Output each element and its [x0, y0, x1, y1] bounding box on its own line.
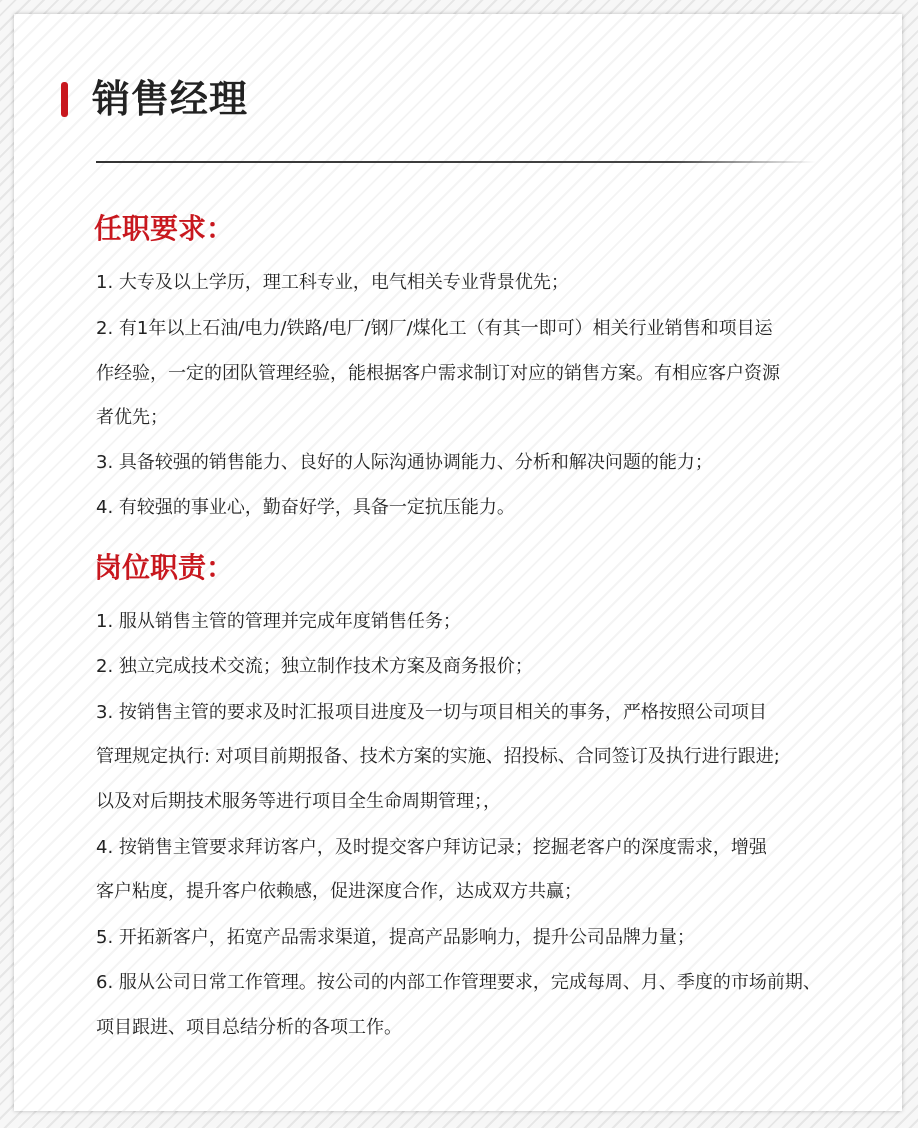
requirements-line: 1. 大专及以上学历，理工科专业，电气相关专业背景优先；	[96, 272, 569, 293]
duties-line: 3. 按销售主管的要求及时汇报项目进度及一切与项目相关的事务，严格按照公司项目	[96, 702, 767, 723]
duties-line: 以及对后期技术服务等进行项目全生命周期管理；，	[96, 791, 501, 812]
duties-line: 项目跟进、项目总结分析的各项工作。	[96, 1017, 402, 1038]
requirements-line: 2. 有1年以上石油/电力/铁路/电厂/钢厂/煤化工（有其一即可）相关行业销售和项目运	[96, 318, 773, 339]
duties-line: 4. 按销售主管要求拜访客户，及时提交客户拜访记录；挖掘老客户的深度需求，增强	[96, 837, 767, 858]
title-accent-bar	[61, 82, 68, 117]
duties-line: 客户粘度，提升客户依赖感，促进深度合作，达成双方共赢；	[96, 881, 582, 902]
requirements-heading: 任职要求：	[94, 212, 235, 245]
duties-line: 管理规定执行: 对项目前期报备、技术方案的实施、招投标、合同签订及执行进行跟进;	[96, 746, 780, 767]
duties-heading: 岗位职责：	[94, 551, 235, 584]
duties-line: 2. 独立完成技术交流；独立制作技术方案及商务报价；	[96, 656, 533, 677]
duties-line: 1. 服从销售主管的管理并完成年度销售任务；	[96, 611, 461, 632]
requirements-line: 作经验，一定的团队管理经验，能根据客户需求制订对应的销售方案。有相应客户资源	[96, 363, 780, 384]
requirements-line: 者优先；	[96, 407, 168, 428]
page-title: 销售经理	[92, 77, 249, 121]
duties-line: 5. 开拓新客户，拓宽产品需求渠道，提高产品影响力，提升公司品牌力量；	[96, 927, 695, 948]
duties-line: 6. 服从公司日常工作管理。按公司的内部工作管理要求，完成每周、月、季度的市场前期、	[96, 972, 821, 993]
requirements-line: 3. 具备较强的销售能力、良好的人际沟通协调能力、分析和解决问题的能力；	[96, 452, 713, 473]
requirements-line: 4. 有较强的事业心，勤奋好学，具备一定抗压能力。	[96, 497, 515, 518]
title-divider	[96, 161, 816, 163]
